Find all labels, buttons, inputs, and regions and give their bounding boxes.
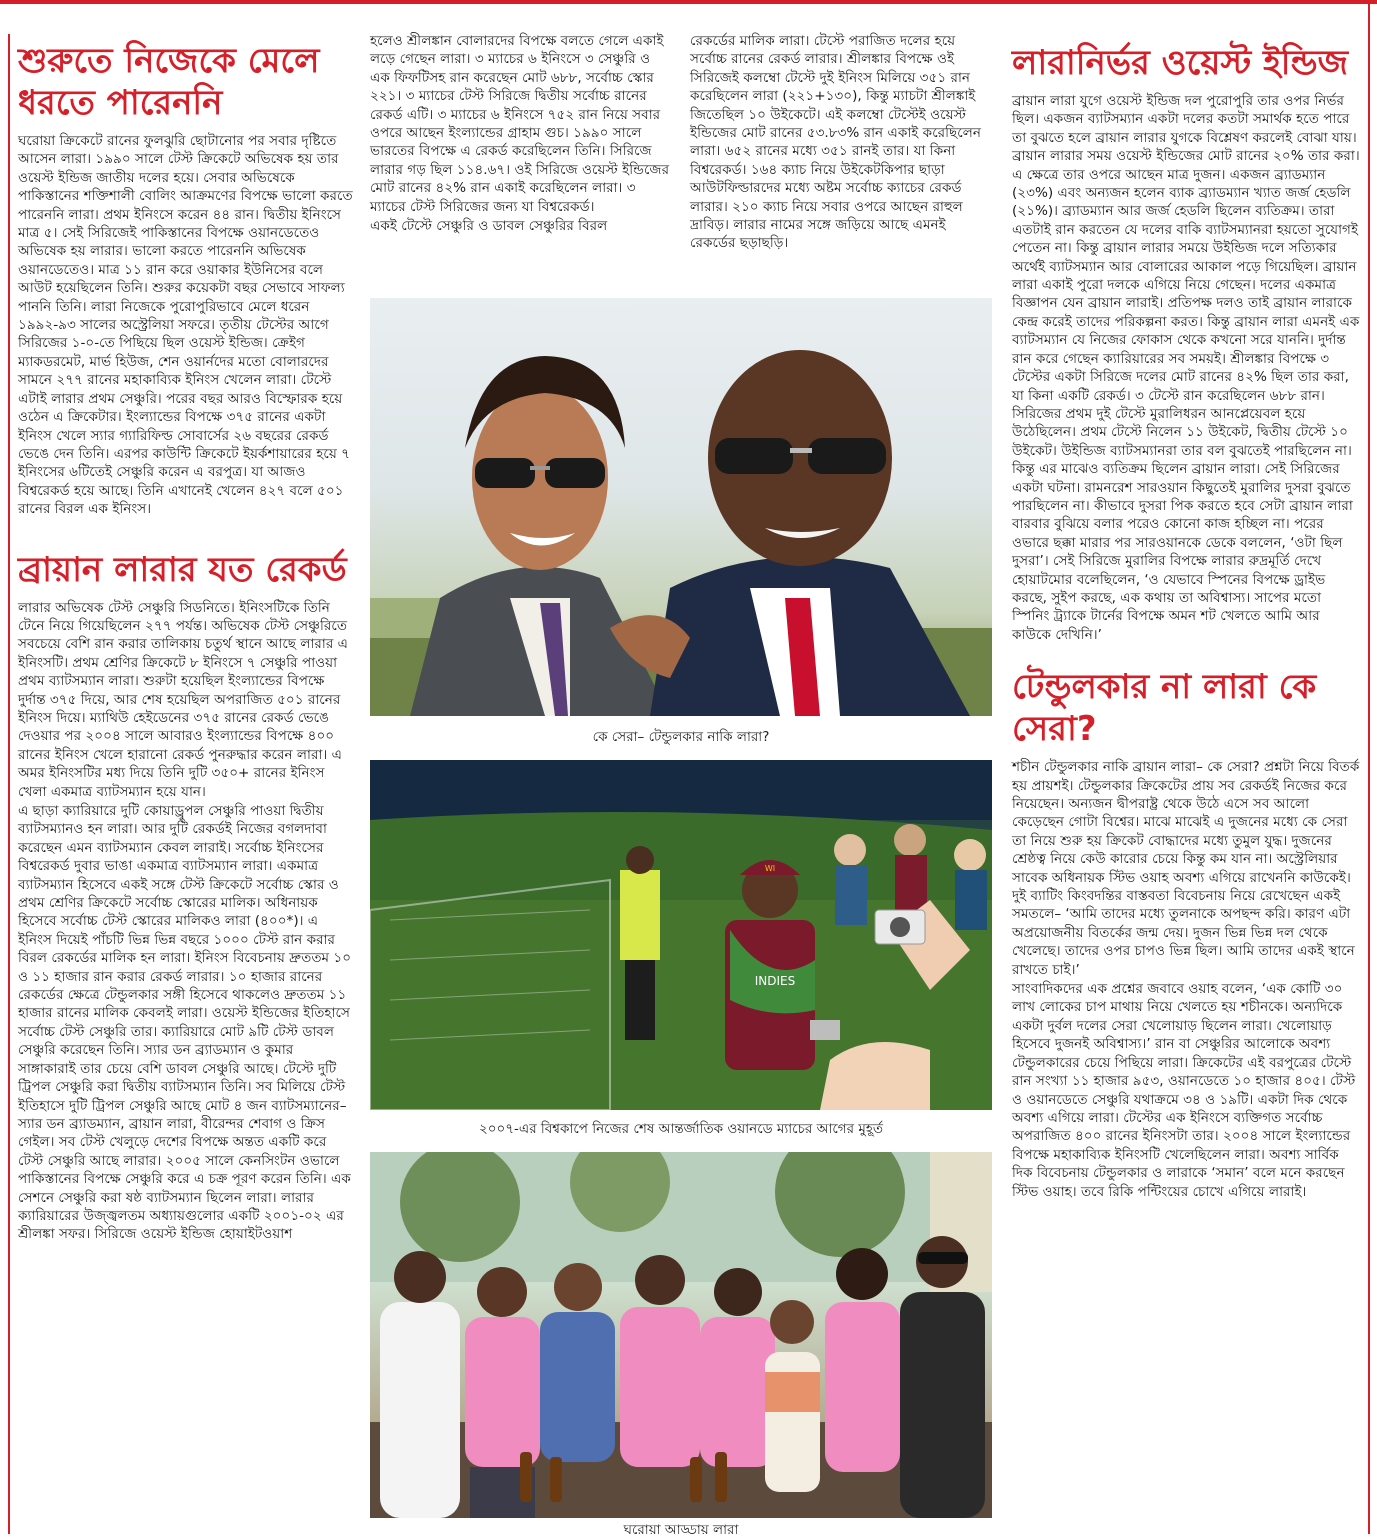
caption-photo-3: ঘরোয়া আড্ডায় লারা [623,1522,739,1538]
paragraph-records-2: এ ছাড়া ক্যারিয়ারে দুটি কোয়াড্রুপল সেঞ্চুরি পাওয়া দ্বিতীয় ব্যাটসম্যানও হন লারা। আর দুটি রেকর্ডই নিজের বগলদাবা করেছেন এমন ব্যাটসম্যান কেবল লারাই। সর্বোচ্চ ইনিংসের বিশ্বরেকর্ড দুবার ভাঙা একমাত্র ব্যাটসম্যান লারা। একমাত্র ব্যাটসম্যান হিসেবে একই সঙ্গে টেস্ট ক্রিকেটে সর্বোচ্চ স্কোর ও প্রথম শ্রেণির ক্রিকেটে সর্বোচ্চ স্কোরের মালিক। অধিনায়ক হিসেবে সর্বোচ্চ টেস্ট স্কোরের মালিকও লারা (৪০০*)। এ ইনিংস দিয়েই পাঁচটি ভিন্ন ভিন্ন বছরে ১০০০ টেস্ট রান করার বিরল রেকর্ডের মালিক হন লারা। ইনিংস বিবেচনায় দ্রুততম ১০ ও ১১ হাজার রান করার রেকর্ড লারার। ১০ হাজার রানের রেকর্ডের ক্ষেত্রে টেন্ডুলকার সঙ্গী হিসেবে থাকলেও দ্রুততম ১১ হাজার রানের মালিক কেবলই লারা। ওয়েস্ট ইন্ডিজের ইতিহাসে সর্বোচ্চ টেস্ট সেঞ্চুরি তার। ক্যারিয়ারে মোট ৯টি টেস্ট ডাবল সেঞ্চুরি করেছেন তিনি। স্যার ডন ব্র্যাডম্যান ও কুমার সাঙ্গাকারাই তার চেয়ে বেশি ডাবল সেঞ্চুরি আছে। টেস্টে দুটি ট্রিপল সেঞ্চুরি করা দ্বিতীয় ব্যাটসম্যান তিনি। সব মিলিয়ে টেস্ট ইতিহাসে দুটি ট্রিপল সেঞ্চুরি আছে মোট ৪ জন ব্যাটসম্যানের– স্যার ডন ব্র্যাডম্যান, ব্রায়ান লারা, বীরেন্দর শেবাগ ও ক্রিস গেইল। সব টেস্ট খেলুড়ে দেশের বিপক্ষে অন্তত একটি করে টেস্ট সেঞ্চুরি আছে লারার। ২০০৫ সালে কেনসিংটন ওভালে পাকিস্তানের বিপক্ষে সেঞ্চুরি করে এ চক্র পূরণ করেন তিনি। এক সেশনে সেঞ্চুরি করা ষষ্ঠ ব্যাটসম্যান ছিলেন লারা। লারার ক্যারিয়ারের উজ্জ্বলতম অধ্যায়গুলোর একটি ২০০১-০২ এর শ্রীলঙ্কা সফর। সিরিজে ওয়েস্ট ইন্ডিজ হোয়াইটওয়াশ [18,803,352,1243]
photo-world-cup-illustration [370,760,992,1110]
cap-logo-text: WI [764,864,776,873]
paragraph-dependent: ব্রায়ান লারা যুগে ওয়েস্ট ইন্ডিজ দল পুরোপুরি তার ওপর নির্ভর ছিল। একজন ব্যাটসম্যান একটা দলের কতটা সমার্থক হতে পারে তা বুঝতে হলে ব্রায়ান লারার যুগকে বিশ্লেষণ করলেই বোঝা যায়। ব্রায়ান লারার সময় ওয়েস্ট ইন্ডিজের মোট রানের ২০% তার করা। এ ক্ষেত্রে তার ওপরে আছেন মাত্র দুজন। একজন ব্র্যাডম্যান (২৩%) এবং অন্যজন হলেন ব্যাক ব্র্যাডম্যান খ্যাত জর্জ হেডলি (২১%)। ব্র্যাডম্যান আর জর্জ হেডলি ছিলেন ব্যতিক্রম। তারা এতটাই রান করতেন যে দলের বাকি ব্যাটসম্যানরা হয়তো সুযোগই পেতেন না। কিন্তু ব্রায়ান লারার সময়ে উইন্ডিজ দলে সত্যিকার অর্থেই ব্যাটসম্যান আর বোলারের আকাল পড়ে গিয়েছিল। ব্রায়ান লারা একাই পুরো দলকে এগিয়ে নিয়ে গেছেন। দলের একমাত্র বিজ্ঞাপন যেন ব্রায়ান লারাই। প্রতিপক্ষ দলও তাই ব্রায়ান লারাকে কেন্দ্র করেই তাদের পরিকল্পনা করত। কিন্তু ব্রায়ান লারা এমনই এক ব্যাটসম্যান যে নিজের ফোকাস থেকে কখনো সরে যাননি। দুর্দান্ত রান করে গেছেন ক্যারিয়ারের সব সময়ই। শ্রীলঙ্কার বিপক্ষে ৩ টেস্টের একটা সিরিজে দলের মোট রানের ৪২% ছিল তার করা, যা কিনা একটি রেকর্ড। ৩ টেস্টে রান করেছিলেন ৬৮৮ রান। সিরিজের প্রথম দুই টেস্টে মুরালিধরন আনপ্লেয়েবল হয়ে উঠেছিলেন। প্রথম টেস্টে নিলেন ১১ উইকেট, দ্বিতীয় টেস্টে ১০ উইকেট। উইন্ডিজ ব্যাটসম্যানরা তার বল বুঝতেই পারছিলেন না। কিন্তু এর মাঝেও ব্যতিক্রম ছিলেন ব্রায়ান লারা। সেই সিরিজের একটা ঘটনা। রামনরেশ সারওয়ান কিছুতেই মুরালির দুসরা বুঝতে পারছিলেন না। কীভাবে দুসরা পিক করতে হবে সেটা ব্রায়ান লারা বারবার বুঝিয়ে বলার পরেও কোনো কাজ হচ্ছিল না। পরের ওভারে ছক্কা মারার পর সারওয়ানকে ডেকে বললেন, ‘ওটা ছিল দুসরা’। সেই সিরিজে মুরালির বিপক্ষে লারার রুদ্রমূর্তি দেখে হোয়াটমোর বলেছিলেন, ‘ও যেভাবে স্পিনের বিপক্ষে ড্রাইভ করছে, সুইপ করছে, এক কথায় তা অবিশ্বাস্য। সাপের মতো স্পিনিং ট্র্যাকে টার্নের বিপক্ষে অমন শট খেলতে আমি আর কাউকে দেখিনি।’ [1012,93,1360,643]
column-2 [370,32,670,236]
top-accent-bar [0,0,1377,4]
paragraph-col3-1: রেকর্ডের মালিক লারা। টেস্টে পরাজিত দলের হয়ে সর্বোচ্চ রানের রেকর্ড লারার। শ্রীলঙ্কার বিপক্ষে ওই সিরিজেই কলম্বো টেস্টে দুই ইনিংস মিলিয়ে ৩৫১ রান করেছিলেন লারা (২২১+১৩০), কিন্তু ম্যাচটা শ্রীলঙ্কাই জিতেছিল ১০ উইকেটে। এই কলম্বো টেস্টেই ওয়েস্ট ইন্ডিজের মোট রানের ৫৩.৮৩% রান একাই করেছিলেন লারা। ৬৫২ রানের মধ্যে ৩৫১ রানই তার। যা কিনা বিশ্বরেকর্ড। ১৬৪ ক্যাচ নিয়ে উইকেটকিপার ছাড়া আউটফিল্ডারদের মধ্যে অষ্টম সর্বোচ্চ ক্যাচের রেকর্ড লারার। ২১০ ক্যাচ নিয়ে সবার ওপরে আছেন রাহুল দ্রাবিড়। লারার নামের সঙ্গে জড়িয়ে আছে এমনই রেকর্ডের ছড়াছড়ি। [690,33,981,252]
paragraph-records-1: লারার অভিষেক টেস্ট সেঞ্চুরি সিডনিতে। ইনিংসটিকে তিনি টেনে নিয়ে গিয়েছিলেন ২৭৭ পর্যন্ত। অভিষেক টেস্ট সেঞ্চুরিতে সবচেয়ে বেশি রান করার তালিকায় চতুর্থ স্থানে আছে লারার এ ইনিংসটি। প্রথম শ্রেণির ক্রিকেটে ৮ ইনিংসে ৭ সেঞ্চুরি পাওয়া প্রথম ব্যাটসম্যান লারা। শুরুটা হয়েছিল ইংল্যান্ডের বিপক্ষে দুর্দান্ত ৩৭৫ দিয়ে, আর শেষ হয়েছিল অপরাজিত ৫০১ রানের ইনিংস দিয়ে। ম্যাথিউ হেইডেনের ৩৭৫ রানের রেকর্ড ভেঙে দেওয়ার পর ২০০৪ সালে আবারও ইংল্যান্ডের বিপক্ষে ৪০০ রানের ইনিংস খেলে হারানো রেকর্ড পুনরুদ্ধার করেন লারা। এ অমর ইনিংসটির মধ্য দিয়ে তিনি দুটি ৩৫০+ রানের ইনিংস খেলা একমাত্র ব্যাটসম্যান হয়ে যান। [18,599,348,800]
heading-start: শুরুতে নিজেকে মেলে ধরতে পারেননি [18,41,320,123]
caption-photo-1: কে সেরা– টেন্ডুলকার নাকি লারা? [592,729,770,745]
photo-tendulkar-lara [370,298,992,716]
paragraph-who-best-1: শচীন টেন্ডুলকার নাকি ব্রায়ান লারা– কে সেরা? প্রশ্নটা নিয়ে বিতর্ক হয় প্রায়শই। টেন্ডুলকার ক্রিকেটের প্রায় সব রেকর্ডই নিজের করে নিয়েছেন। অন্যজন দ্বীপরাষ্ট্র থেকে উঠে এসে সব আলো কেড়েছেন গোটা বিশ্বের। মাঝে মাঝেই এ দুজনের মধ্যে কে সেরা তা নিয়ে শুরু হয় ক্রিকেট বোদ্ধাদের মধ্যে তুমুল যুদ্ধ। দুজনের শ্রেষ্ঠত্ব নিয়ে কেউ কারোর চেয়ে কিন্তু কম যান না। অস্ট্রেলিয়ার সাবেক অধিনায়ক স্টিভ ওয়াহ অবশ্য এগিয়ে রাখেননি কাউকেই। দুই ব্যাটিং কিংবদন্তির বাস্তবতা বিবেচনায় নিয়ে রেখেছেন একই সমতলে– ‘আমি তাদের মধ্যে তুলনাকে অপছন্দ করি। কারণ এটা অপ্রয়োজনীয় বিতর্কের জন্ম দেয়। দুজন ভিন্ন ভিন্ন দল থেকে খেলেছে। তাদের ওপর চাপও ভিন্ন ছিল। আমি তাদের একই স্থানে রাখতে চাই।’ [1012,759,1360,978]
heading-who-best: টেন্ডুলকার না লারা কে সেরা? [1012,667,1317,750]
jersey-text: INDIES [754,974,796,988]
heading-dependent: লারানির্ভর ওয়েস্ট ইন্ডিজ [1012,43,1349,83]
heading-records: ব্রায়ান লারার যত রেকর্ড [18,549,347,590]
left-accent-rule [8,34,10,1534]
paragraph-start: ঘরোয়া ক্রিকেটে রানের ফুলঝুরি ছোটানোর পর সবার দৃষ্টিতে আসেন লারা। ১৯৯০ সালে টেস্ট ক্রিকেটে অভিষেক হয় তার ওয়েস্ট ইন্ডিজ জাতীয় দলের হয়ে। সেবার অভিষেকে পাকিস্তানের শক্তিশালী বোলিং আক্রমণের বিপক্ষে ভালো করতে পারেননি লারা। প্রথম ইনিংসে করেন ৪৪ রান। দ্বিতীয় ইনিংসে মাত্র ৫। সেই সিরিজেই পাকিস্তানের বিপক্ষে ওয়ানডেতেও অভিষেক হয় লারার। ভালো করতে পারেননি অভিষেক ওয়ানডেতেও। মাত্র ১১ রান করে ওয়াকার ইউনিসের বলে আউট হয়েছিলেন তিনি। শুরুর কয়েকটা বছর সেভাবে সাফল্য পাননি তিনি। লারা নিজেকে পুরোপুরিভাবে মেলে ধরেন ১৯৯২-৯৩ সালের অস্ট্রেলিয়া সফরে। তৃতীয় টেস্টের আগে সিরিজের ১-০-তে পিছিয়ে ছিল ওয়েস্ট ইন্ডিজ। ক্রেইগ ম্যাকডরমেট, মার্ভ হিউজ, শেন ওয়ার্নদের মতো বোলারদের সামনে ২৭৭ রানের মহাকাব্যিক ইনিংস খেলেন লারা। টেস্টে এটাই লারার প্রথম সেঞ্চুরি। পরের বছর আরও বিস্ফোরক হয়ে ওঠেন এ ক্রিকেটার। ইংল্যান্ডের বিপক্ষে ৩৭৫ রানের একটা ইনিংস খেলে স্যার গ্যারিফিল্ড সোবার্সের ২৬ বছরের রেকর্ড ভেঙে দেন তিনি। এরপর কাউন্টি ক্রিকেটে ইয়র্কশায়ারের হয়ে ৭ ইনিংসের ৬টিতেই সেঞ্চুরি করেন এ বরপুত্র। যা আজও বিশ্বরেকর্ড হয়ে আছে। তিনি এখানেই খেলেন ৪২৭ বলে ৫০১ রানের বিরল এক ইনিংস। [18,133,353,518]
column-4 [1012,10,1362,1202]
paragraph-who-best-2: সাংবাদিকদের এক প্রশ্নের জবাবে ওয়াহ বলেন, ‘এক কোটি ৩০ লাখ লোকের চাপ মাথায় নিয়ে খেলতে হয় শচীনকে। অন্যদিকে একটা দুর্বল দলের সেরা খেলোয়াড় ছিলেন লারা। খেলোয়াড় হিসেবে দুজনই অবিশ্বাস্য।’ রান বা সেঞ্চুরির আলোকে অবশ্য টেন্ডুলকারের চেয়ে পিছিয়ে লারা। ক্রিকেটের এই বরপুত্রের টেস্টে রান সংখ্যা ১১ হাজার ৯৫৩, ওয়ানডেতে ১০ হাজার ৪০৫। টেস্ট ও ওয়ানডেতে সেঞ্চুরি যথাক্রমে ৩৪ ও ১৯টি। একটা দিক থেকে অবশ্য এগিয়ে লারা। টেস্টের এক ইনিংসে ব্যক্তিগত সর্বোচ্চ অপরাজিত ৪০০ রানের ইনিংসটা তার। ২০০৪ সালে ইংল্যান্ডের বিপক্ষে মহাকাব্যিক ইনিংসটি খেলেছিলেন লারা। অবশ্য সার্বিক দিক বিবেচনায় টেন্ডুলকার ও লারাকে ‘সমান’ বলে মনে করছেন স্টিভ ওয়াহ। তবে রিকি পন্টিংয়ের চোখে এগিয়ে লারাই। [1012,981,1356,1200]
photo-group-adda [370,1152,992,1518]
paragraph-col2-1: হলেও শ্রীলঙ্কান বোলারদের বিপক্ষে বলতে গেলে একাই লড়ে গেছেন লারা। ৩ ম্যাচের ৬ ইনিংসে ৩ সেঞ্চুরি ও এক ফিফটিসহ রান করেছেন মোট ৬৮৮, সর্বোচ্চ স্কোর ২২১। ৩ ম্যাচের টেস্ট সিরিজে দ্বিতীয় সর্বোচ্চ রানের রেকর্ড এটি। ৩ ম্যাচের ৬ ইনিংসে ৭৫২ রান নিয়ে সবার ওপরে আছেন ইংল্যান্ডের গ্রাহাম গুচ। ১৯৯০ সালে ভারতের বিপক্ষে এ রেকর্ড করেছিলেন তিনি। সিরিজে লারার গড় ছিল ১১৪.৬৭। ওই সিরিজে ওয়েস্ট ইন্ডিজের মোট রানের ৪২% রান একাই করেছিলেন লারা। ৩ ম্যাচের টেস্ট সিরিজের জন্য যা বিশ্বরেকর্ড। [370,33,670,215]
paragraph-col2-2: একই টেস্টে সেঞ্চুরি ও ডাবল সেঞ্চুরির বিরল [370,218,608,235]
photo-tendulkar-lara-illustration [370,298,992,716]
right-accent-rule [1368,0,1370,1534]
caption-photo-2: ২০০৭-এর বিশ্বকাপে নিজের শেষ আন্তর্জাতিক ওয়ানডে ম্যাচের আগের মুহূর্ত [478,1121,884,1137]
column-3 [690,32,995,254]
photo-world-cup-2007 [370,760,992,1110]
column-1 [18,10,354,1245]
photo-group-illustration [370,1152,992,1518]
